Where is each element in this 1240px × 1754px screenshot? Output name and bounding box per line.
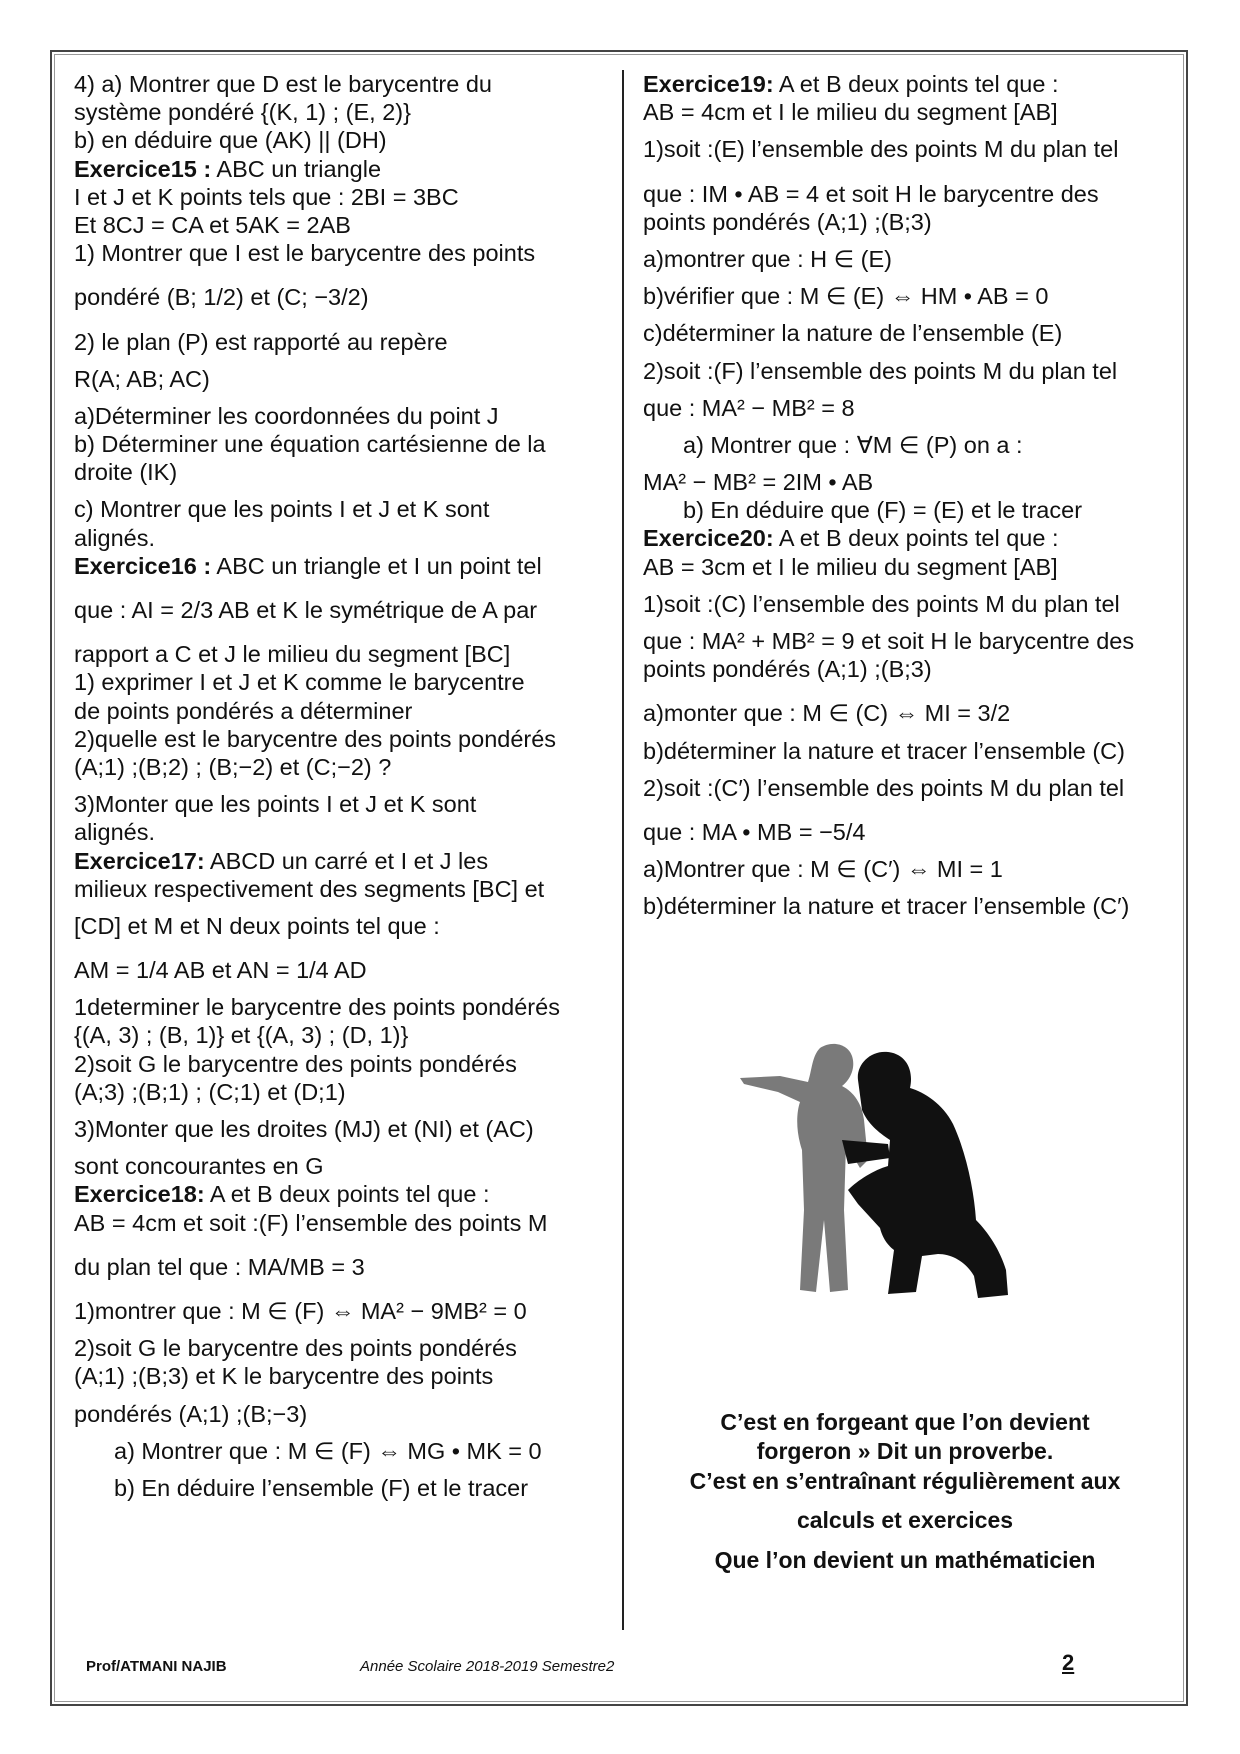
text-line: [643, 496, 1163, 524]
line-text: AB = 4cm et I le milieu du segment [AB]: [643, 99, 1058, 126]
text-line: [74, 1334, 604, 1362]
text-line: [74, 524, 604, 552]
line-text: 4) a) Montrer que D est le barycentre du: [74, 71, 492, 97]
text-line: [74, 993, 604, 1021]
text-line: [74, 183, 604, 211]
line-text: c) Montrer que les points I et J et K sont: [74, 496, 490, 523]
line-text: points pondérés (A;1) ;(B;3): [643, 208, 932, 235]
text-line: [74, 1297, 604, 1325]
text-line: [643, 135, 1163, 163]
text-line: [74, 1474, 604, 1502]
text-line: [643, 98, 1163, 126]
line-text: a)montrer que : H ∈ (E): [643, 245, 893, 272]
line-text: 1)montrer que : M ∈ (F) ⇔ MA² − 9MB² = 0: [74, 1297, 527, 1324]
line-text: 1)soit :(E) l’ensemble des points M du plan tel: [643, 136, 1119, 163]
text-line: [74, 1078, 604, 1106]
line-text: a)Déterminer les coordonnées du point J: [74, 402, 499, 429]
line-text: rapport a C et J le milieu du segment [BC]: [74, 641, 511, 668]
text-line: [74, 1400, 604, 1428]
proverb-quote: [640, 1408, 1170, 1575]
line-text: 3)Monter que les points I et J et K sont: [74, 791, 477, 818]
text-line: [643, 892, 1163, 920]
text-line: [74, 70, 604, 98]
exercise-heading-line: [74, 155, 604, 183]
quote-line: forgeron » Dit un proverbe.: [756, 1438, 1054, 1465]
text-line: [74, 725, 604, 753]
text-line: [74, 328, 604, 356]
exercise-title: Exercice20:: [643, 525, 774, 552]
line-text: du plan tel que : MA/MB = 3: [74, 1253, 365, 1280]
line-text: a) Montrer que : M ∈ (F) ⇔ MG • MK = 0: [114, 1437, 542, 1464]
line-text: système pondéré {(K, 1) ; (E, 2)}: [74, 99, 411, 126]
line-text: a)monter que : M ∈ (C) ⇔ MI = 3/2: [643, 700, 1011, 727]
text-line: [74, 1050, 604, 1078]
exercise-title: Exercice17:: [74, 847, 205, 874]
line-text: (A;1) ;(B;2) ; (B;−2) et (C;−2) ?: [74, 753, 392, 780]
text-line: [643, 394, 1163, 422]
line-text: b) En déduire l’ensemble (F) et le tracer: [114, 1474, 529, 1501]
exercise-heading-line: [643, 70, 1163, 98]
line-text: I et J et K points tels que : 2BI = 3BC: [74, 183, 459, 210]
line-text: Et 8CJ = CA et 5AK = 2AB: [74, 211, 351, 238]
text-line: [643, 590, 1163, 618]
line-text: MA² − MB² = 2IM • AB: [643, 469, 874, 496]
line-text: AM = 1/4 AB et AN = 1/4 AD: [74, 957, 367, 984]
text-line: [643, 627, 1163, 655]
line-text: ABC un triangle et I un point tel: [211, 552, 542, 579]
text-line: [74, 458, 604, 486]
quote-line: C’est en forgeant que l’on devient: [720, 1409, 1090, 1435]
line-text: 2) le plan (P) est rapporté au repère: [74, 328, 448, 355]
line-text: 2)soit G le barycentre des points pondérés: [74, 1335, 517, 1362]
text-line: [74, 283, 604, 311]
line-text: pondérés (A;1) ;(B;−3): [74, 1400, 308, 1427]
line-text: A et B deux points tel que :: [204, 1181, 490, 1208]
exercise-title: Exercice18:: [74, 1181, 205, 1208]
text-line: [74, 596, 604, 624]
line-text: b)vérifier que : M ∈ (E) ⇔ HM • AB = 0: [643, 283, 1049, 310]
line-text: 2)soit :(C′) l’ensemble des points M du plan tel: [643, 774, 1125, 801]
line-text: que : IM • AB = 4 et soit H le barycentre des: [643, 180, 1099, 207]
quote-line: C’est en s’entraînant régulièrement aux: [689, 1467, 1121, 1494]
text-line: [74, 697, 604, 725]
line-text: ABC un triangle: [211, 155, 382, 182]
text-line: [74, 956, 604, 984]
child-silhouette: [740, 1044, 868, 1292]
text-line: [643, 553, 1163, 581]
text-line: [643, 319, 1163, 347]
line-text: pondéré (B; 1/2) et (C; −3/2): [74, 284, 369, 311]
text-line: [74, 430, 604, 458]
text-line: [643, 468, 1163, 496]
line-text: A et B deux points tel que :: [773, 71, 1059, 97]
exercise-heading-line: [74, 552, 604, 580]
line-text: points pondérés (A;1) ;(B;3): [643, 656, 932, 683]
text-line: [643, 245, 1163, 273]
line-text: alignés.: [74, 524, 155, 551]
quote-line: calculs et exercices: [796, 1507, 1014, 1534]
line-text: a)Montrer que : M ∈ (C′) ⇔ MI = 1: [643, 856, 1003, 883]
text-line: [643, 282, 1163, 310]
line-text: que : MA² − MB² = 8: [643, 394, 855, 421]
line-text: b)déterminer la nature et tracer l’ensemble (C): [643, 737, 1125, 764]
line-text: AB = 3cm et I le milieu du segment [AB]: [643, 553, 1058, 580]
text-line: [643, 357, 1163, 385]
text-line: [74, 402, 604, 430]
column-divider: [622, 70, 624, 1630]
text-line: [643, 208, 1163, 236]
text-line: [643, 855, 1163, 883]
line-text: b) Déterminer une équation cartésienne de la: [74, 431, 546, 458]
text-line: [74, 1115, 604, 1143]
exercise-heading-line: [643, 524, 1163, 552]
text-line: [643, 818, 1163, 846]
line-text: 1)soit :(C) l’ensemble des points M du plan tel: [643, 590, 1120, 617]
text-line: [74, 875, 604, 903]
left-column: [74, 70, 604, 1502]
text-line: [74, 211, 604, 239]
line-text: de points pondérés a déterminer: [74, 697, 413, 724]
text-line: [74, 1021, 604, 1049]
text-line: [643, 180, 1163, 208]
line-text: que : MA • MB = −5/4: [643, 818, 866, 845]
line-text: ABCD un carré et I et J les: [204, 847, 489, 874]
text-line: [74, 790, 604, 818]
text-line: [643, 774, 1163, 802]
line-text: (A;1) ;(B;3) et K le barycentre des points: [74, 1363, 494, 1390]
line-text: milieux respectivement des segments [BC] et: [74, 875, 545, 902]
quote-line: Que l’on devient un mathématicien: [714, 1546, 1096, 1573]
line-text: AB = 4cm et soit :(F) l’ensemble des points M: [74, 1209, 548, 1236]
line-text: 2)soit :(F) l’ensemble des points M du plan tel: [643, 357, 1118, 384]
line-text: alignés.: [74, 819, 155, 846]
line-text: 1) Montrer que I est le barycentre des points: [74, 240, 536, 267]
footer-author: Prof/ATMANI NAJIB: [86, 1658, 227, 1675]
text-line: [74, 1253, 604, 1281]
line-text: b) en déduire que (AK) || (DH): [74, 127, 387, 154]
line-text: c)déterminer la nature de l’ensemble (E): [643, 320, 1063, 347]
footer-school-year: Année Scolaire 2018-2019 Semestre2: [360, 1658, 615, 1675]
text-line: [74, 668, 604, 696]
text-line: [643, 431, 1163, 459]
line-text: (A;3) ;(B;1) ; (C;1) et (D;1): [74, 1078, 346, 1105]
text-line: [74, 912, 604, 940]
page-number: 2: [1062, 1650, 1075, 1675]
text-line: [643, 699, 1163, 727]
line-text: 1) exprimer I et J et K comme le barycentre: [74, 669, 525, 696]
adult-child-silhouette-image: [738, 1040, 1058, 1305]
line-text: a) Montrer que : ∀M ∈ (P) on a :: [683, 431, 1023, 458]
text-line: [74, 495, 604, 523]
line-text: sont concourantes en G: [74, 1153, 324, 1180]
line-text: que : MA² + MB² = 9 et soit H le barycentre des: [643, 628, 1135, 654]
exercise-title: Exercice19:: [643, 71, 774, 97]
line-text: b)déterminer la nature et tracer l’ensemble (C′): [643, 893, 1130, 920]
line-text: droite (IK): [74, 459, 178, 486]
exercise-heading-line: [74, 847, 604, 875]
line-text: 3)Monter que les droites (MJ) et (NI) et (AC): [74, 1116, 534, 1142]
line-text: 1determiner le barycentre des points pondérés: [74, 994, 560, 1021]
text-line: [74, 126, 604, 154]
text-line: [74, 1152, 604, 1180]
exercise-title: Exercice15 :: [74, 155, 212, 182]
text-line: [74, 365, 604, 393]
text-line: [74, 1437, 604, 1465]
text-line: [74, 640, 604, 668]
line-text: 2)quelle est le barycentre des points pondérés: [74, 725, 557, 752]
line-text: b) En déduire que (F) = (E) et le tracer: [683, 497, 1083, 524]
text-line: [74, 1362, 604, 1390]
exercise-heading-line: [74, 1180, 604, 1208]
line-text: R(A; AB; AC): [74, 365, 210, 392]
text-line: [643, 737, 1163, 765]
adult-arm-silhouette: [842, 1140, 890, 1164]
adult-silhouette: [848, 1052, 1008, 1298]
right-column: [643, 70, 1163, 921]
line-text: {(A, 3) ; (B, 1)} et {(A, 3) ; (D, 1)}: [74, 1022, 409, 1049]
text-line: [74, 753, 604, 781]
text-line: [74, 239, 604, 267]
text-line: [74, 818, 604, 846]
text-line: [74, 1209, 604, 1237]
line-text: [CD] et M et N deux points tel que :: [74, 912, 440, 939]
line-text: A et B deux points tel que :: [773, 525, 1059, 552]
text-line: [74, 98, 604, 126]
text-line: [643, 655, 1163, 683]
line-text: 2)soit G le barycentre des points pondérés: [74, 1050, 517, 1077]
exercise-title: Exercice16 :: [74, 552, 212, 579]
line-text: que : AI = 2/3 AB et K le symétrique de A par: [74, 597, 538, 623]
